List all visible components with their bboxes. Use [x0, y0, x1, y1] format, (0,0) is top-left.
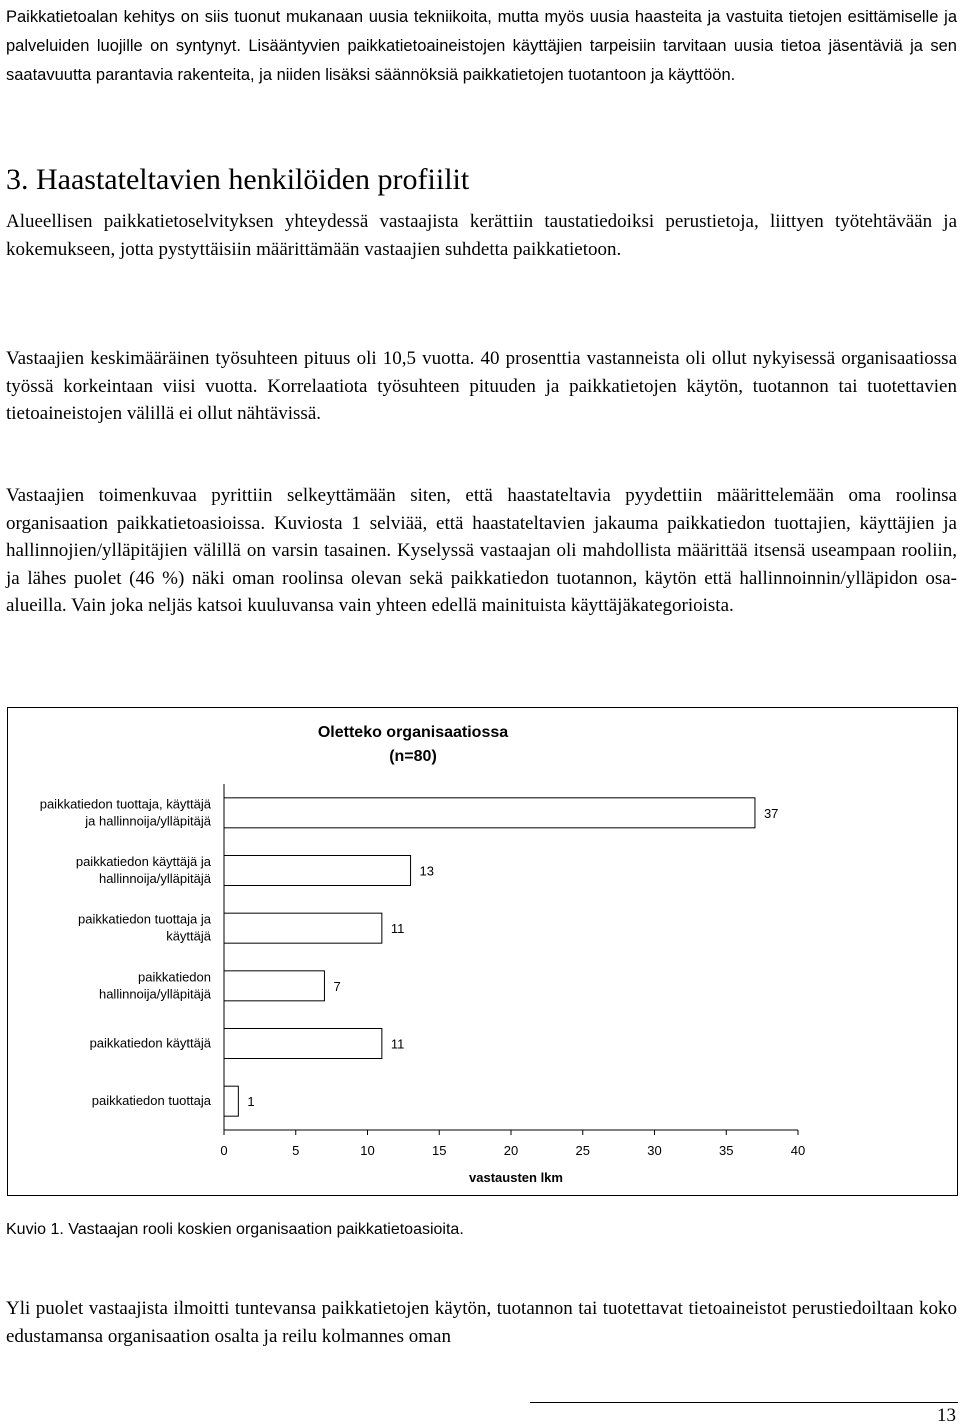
chart-bar — [224, 1086, 238, 1116]
chart-data-label: 11 — [390, 921, 405, 937]
chart-frame — [7, 707, 958, 1196]
paragraph-background-info: Alueellisen paikkatietoselvityksen yhteydessä vastaajista kerättiin taustatiedoiksi perustietoja, liittyen työtehtävään ja kokemukseen, jotta pystyttäisiin määrittämään vastaajien suhdetta paikkatietoon. — [6, 211, 957, 260]
paragraph-knowledge: Yli puolet vastaajista ilmoitti tuntevansa paikkatietojen käytön, tuotannon tai tuotettavat tietoaineistot perustiedoiltaan koko edustamansa organisaation osalta ja reilu kolmannes oman — [6, 1298, 957, 1347]
chart-x-tick-label: 25 — [575, 1143, 590, 1158]
chart-data-label: 37 — [763, 805, 779, 821]
footer-rule — [530, 1402, 958, 1403]
chart-bar — [224, 798, 755, 828]
role-bar-chart — [8, 708, 957, 1195]
chart-data-label: 1 — [247, 1094, 255, 1110]
paragraph-employment-length: Vastaajien keskimääräinen työsuhteen pituus oli 10,5 vuotta. 40 prosenttia vastanneista oli ollut nykyisessä organisaatiossa työssä korkeintaan viisi vuotta. Korrelaatiota työsuhteen pituuden ja paikkatietojen käytön, tuotannon tai tuotettavien tietoaineistojen välillä ei ollut nähtävissä. — [6, 348, 957, 424]
chart-title-line: (n=80) — [389, 748, 437, 765]
chart-bar — [224, 856, 411, 886]
chart-category-label: paikkatiedon käyttäjä ja — [75, 854, 211, 869]
chart-category-label: ja hallinnoija/ylläpitäjä — [85, 813, 211, 829]
chart-x-tick-label: 35 — [719, 1143, 734, 1158]
figure-caption: Kuvio 1. Vastaajan rooli koskien organisaation paikkatietoasioita. — [6, 1221, 464, 1238]
chart-x-tick-label: 5 — [292, 1143, 300, 1158]
chart-x-tick-label: 0 — [220, 1143, 228, 1158]
chart-x-tick-label: 20 — [503, 1143, 519, 1158]
chart-x-axis-title: vastausten lkm — [469, 1170, 563, 1185]
chart-x-tick-label: 10 — [360, 1143, 375, 1158]
chart-data-label: 11 — [390, 1036, 405, 1052]
chart-category-label: paikkatiedon tuottaja ja — [78, 911, 211, 927]
chart-data-label: 7 — [333, 978, 341, 994]
section-heading: 3. Haastateltavien henkilöiden profiilit — [6, 163, 470, 196]
chart-x-tick-label: 15 — [432, 1143, 447, 1158]
paragraph-role-distribution: Vastaajien toimenkuvaa pyrittiin selkeyttämään siten, että haastateltavia pyydettiin määrittelemään oma roolinsa organisaation paikkatietoasioissa. Kuviosta 1 selviää, että haastateltavien jakauma paikkatiedon tuottajien, käyttäjien ja hallinnojien/ylläpitäjien välillä on varsin tasainen. Kyselyssä vastaajan oli mahdollista määrittää itsensä useampaan rooliin, ja lähes puolet (46 %) näki oman roolinsa olevan sekä paikkatiedon tuotannon, käytön että hallinnoinnin/ylläpidon osa-alueilla. Vain joka neljäs katsoi kuuluvansa vain yhteen edellä mainituista käyttäjäkategorioista. — [6, 485, 957, 616]
chart-category-label: käyttäjä — [166, 928, 211, 944]
chart-title-line: Oletteko organisaatiossa — [317, 724, 509, 741]
chart-x-tick-label: 30 — [647, 1143, 662, 1158]
chart-category-label: hallinnoija/ylläpitäjä — [98, 871, 211, 886]
page-number: 13 — [937, 1405, 956, 1426]
chart-bar — [224, 1029, 382, 1059]
chart-x-tick-label: 40 — [790, 1143, 806, 1158]
chart-bar — [224, 913, 382, 943]
chart-category-label: paikkatiedon — [138, 969, 211, 985]
chart-category-label: paikkatiedon tuottaja, käyttäjä — [39, 796, 211, 812]
chart-category-label: paikkatiedon tuottaja — [91, 1093, 211, 1109]
intro-paragraph: Paikkatietoalan kehitys on siis tuonut mukanaan uusia tekniikoita, mutta myös uusia haasteita ja vastuita tietojen esittämiselle ja palveluiden luojille on syntynyt. Lisääntyvien paikkatietoaineistojen käyttäjien tarpeisiin tarvitaan uusia tietoa jäsentäviä ja sen saatavuutta parantavia rakenteita, ja niiden lisäksi säännöksiä paikkatietojen tuotantoon ja käyttöön. — [6, 8, 957, 84]
chart-bar — [224, 971, 324, 1001]
chart-category-label: paikkatiedon käyttäjä — [89, 1035, 211, 1051]
chart-category-label: hallinnoija/ylläpitäjä — [98, 986, 211, 1002]
chart-data-label: 13 — [419, 863, 435, 879]
